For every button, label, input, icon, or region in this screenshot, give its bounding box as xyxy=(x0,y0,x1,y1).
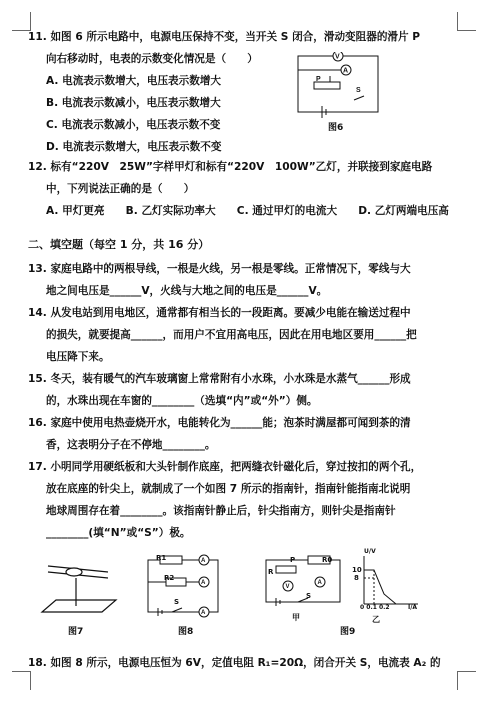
q17-line-4: ________(填“N”或“S”）极。 xyxy=(46,527,191,539)
i-axis-label: I/A xyxy=(408,604,418,611)
section-heading: 二、填空题（每空 1 分，共 16 分） xyxy=(28,238,210,251)
figure-9-caption: 图9 xyxy=(340,627,356,637)
r2-label: R2 xyxy=(164,574,175,582)
u-axis-label: U/V xyxy=(364,548,376,555)
q11-stem-cont: 向右移动时，电表的示数变化情况是（ ） xyxy=(46,53,258,65)
u10-label: 10 xyxy=(352,566,362,574)
q13-line-2: 地之间电压是______V，火线与大地之间的电压是______V。 xyxy=(46,285,328,297)
q14-line-1: 14. 从发电站到用电地区，通常都有相当长的一段距离。要减少电能在输送过程中 xyxy=(28,307,411,319)
crop-mark xyxy=(12,12,31,31)
svg-text:A: A xyxy=(317,580,322,586)
q16-line-2: 香，这表明分子在不停地________。 xyxy=(46,439,216,451)
figure-9b-graph xyxy=(352,552,422,612)
figure-8-circuit xyxy=(142,552,224,618)
q14-line-2: 的损失，就要提高______，而用户不宜用高电压，因此在用电地区要用______把 xyxy=(46,329,417,341)
q15-line-1: 15. 冬天，装有暖气的汽车玻璃窗上常常附有小水珠，小水珠是水蒸气______形成 xyxy=(28,373,411,385)
figure-7-caption: 图7 xyxy=(68,627,84,637)
svg-text:A: A xyxy=(201,580,206,586)
svg-text:V: V xyxy=(335,53,340,61)
r1-label: R1 xyxy=(156,554,167,562)
svg-text:V: V xyxy=(285,584,290,590)
crop-mark xyxy=(12,671,31,690)
r0-label: R0 xyxy=(322,556,333,564)
q13-line-1: 13. 家庭电路中的两根导线，一根是火线，另一根是零线。正常情况下，零线与大 xyxy=(28,263,411,275)
q12-stem: 12. 标有“220V 25W”字样甲灯和标有“220V 100W”乙灯，并联接到家庭电路 xyxy=(28,161,433,173)
switch-label: S xyxy=(174,598,180,606)
q16-line-1: 16. 家庭中使用电热壶烧开水，电能转化为______能；泡茶时满屋都可闻到茶的清 xyxy=(28,417,411,429)
tick-labels: 0 0.1 0.2 xyxy=(360,604,390,611)
q18-stem: 18. 如图 8 所示，电源电压恒为 6V，定值电阻 R₁=20Ω，闭合开关 S，电流表 A₂ 的 xyxy=(28,657,441,669)
q17-line-3: 地球周围存在着________。该指南针静止后，针尖指南方，则针尖是指南针 xyxy=(46,505,396,517)
q14-line-3: 电压降下来。 xyxy=(46,351,110,363)
svg-text:S: S xyxy=(356,87,361,94)
figure-9b-label: 乙 xyxy=(372,615,380,624)
q11-option-a: A. 电流表示数增大，电压表示数增大 xyxy=(46,75,222,87)
q11-option-b: B. 电流表示数减小，电压表示数增大 xyxy=(46,97,221,109)
q12-stem-cont: 中，下列说法正确的是（ ） xyxy=(46,183,195,195)
r-label: R xyxy=(268,568,274,576)
crop-mark xyxy=(457,671,476,690)
svg-text:A: A xyxy=(343,67,349,75)
q15-line-2: 的，水珠出现在车窗的________（选填“内”或“外”）侧。 xyxy=(46,395,318,407)
q11-option-d: D. 电流表示数增大，电压表示数不变 xyxy=(46,141,222,153)
q17-line-2: 放在底座的针尖上，就制成了一个如图 7 所示的指南针，指南针能指南北说明 xyxy=(46,483,411,495)
figure-9a-label: 甲 xyxy=(292,613,300,622)
figure-6-caption: 图6 xyxy=(328,123,344,133)
q17-line-1: 17. 小明同学用硬纸板和大头针制作底座，把两缝衣针磁化后，穿过按扣的两个孔， xyxy=(28,461,422,473)
figure-6-circuit xyxy=(292,52,384,118)
svg-text:A: A xyxy=(201,610,206,616)
p-label: P xyxy=(290,556,296,564)
figure-7-compass xyxy=(36,552,122,618)
q12-options: A. 甲灯更亮 B. 乙灯实际功率大 C. 通过甲灯的电流大 D. 乙灯两端电压高 xyxy=(46,205,449,217)
q11-stem: 11. 如图 6 所示电路中，电源电压保持不变，当开关 S 闭合，滑动变阻器的滑片 P xyxy=(28,31,421,43)
svg-text:A: A xyxy=(201,558,206,564)
crop-mark xyxy=(457,12,476,31)
switch-label-9: S xyxy=(306,592,312,600)
figure-8-caption: 图8 xyxy=(178,627,194,637)
q11-option-c: C. 电流表示数减小，电压表示数不变 xyxy=(46,119,221,131)
svg-text:P: P xyxy=(316,76,321,83)
u8-label: 8 xyxy=(354,574,359,582)
